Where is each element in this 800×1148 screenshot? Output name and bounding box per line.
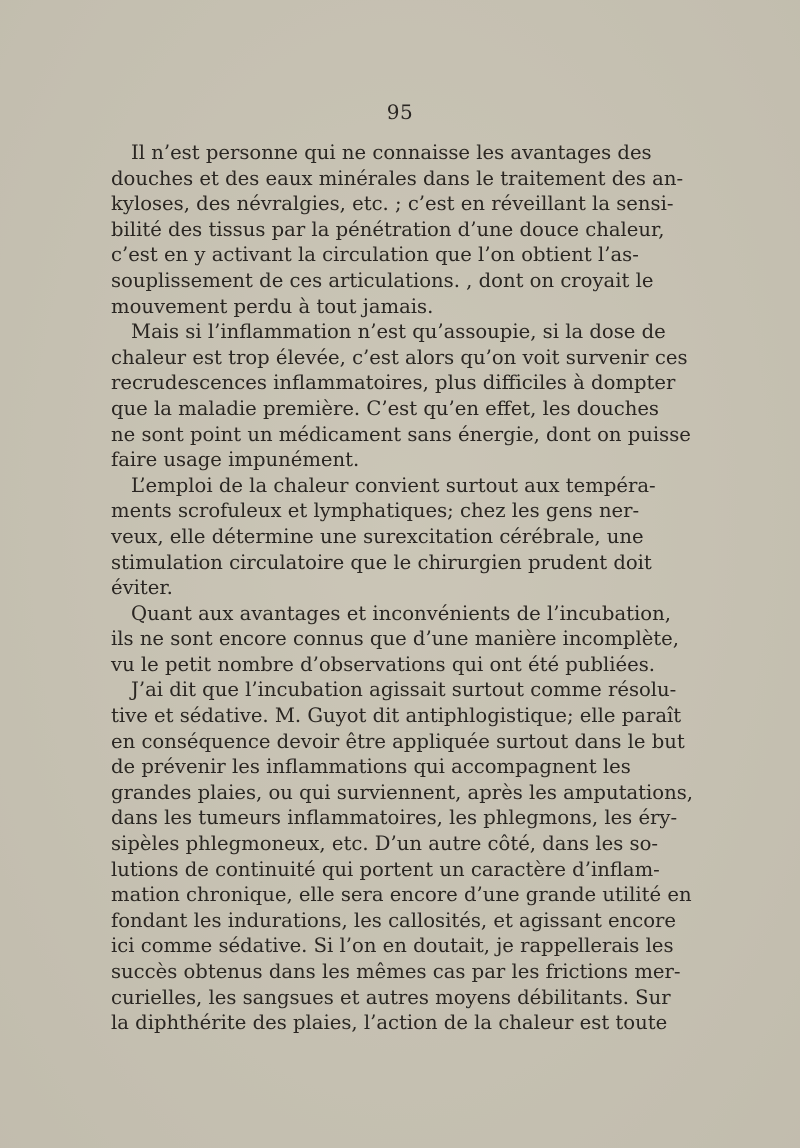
text-line: kyloses, des névralgies, etc. ; c’est en réveillant la sensi- (111, 192, 674, 216)
text-line: que la maladie première. C’est qu’en effet, les douches (111, 396, 659, 420)
page-number: 95 (386, 100, 414, 124)
text-line: éviter. (111, 576, 173, 600)
text-line: de prévenir les inflammations qui accompagnent les (111, 755, 631, 779)
text-line: souplissement de ces articulations. , dont on croyait le (111, 268, 654, 292)
text-line: en conséquence devoir être appliquée surtout dans le but (111, 729, 685, 753)
text-line: mation chronique, elle sera encore d’une grande utilité en (111, 883, 692, 907)
text-line: douches et des eaux minérales dans le traitement des an- (111, 166, 684, 190)
text-line: lutions de continuité qui portent un caractère d’inflam- (111, 857, 660, 881)
text-line: ici comme sédative. Si l’on en doutait, je rappellerais les (111, 934, 674, 958)
text-line: sipèles phlegmoneux, etc. D’un autre côté, dans les so- (111, 832, 658, 856)
text-line: veux, elle détermine une surexcitation cérébrale, une (111, 524, 644, 548)
text-line: chaleur est trop élevée, c’est alors qu’on voit survenir ces (111, 345, 688, 369)
text-line: Il n’est personne qui ne connaisse les avantages des (131, 141, 652, 164)
text-line: Quant aux avantages et inconvénients de l’incubation, (131, 601, 671, 625)
text-line: recrudescences inflammatoires, plus difficiles à dompter (111, 371, 676, 395)
text-line: dans les tumeurs inflammatoires, les phlegmons, les éry- (111, 806, 678, 830)
text-line: curielles, les sangsues et autres moyens débilitants. Sur (111, 985, 671, 1009)
text-line: c’est en y activant la circulation que l’on obtient l’as- (111, 243, 639, 267)
text-line: L’emploi de la chaleur convient surtout aux tempéra- (131, 473, 656, 497)
text-line: vu le petit nombre d’observations qui ont été publiées. (111, 652, 656, 676)
text-line: ments scrofuleux et lymphatiques; chez les gens ner- (111, 499, 640, 523)
text-line: grandes plaies, ou qui surviennent, après les amputations, (111, 780, 693, 804)
text-line: stimulation circulatoire que le chirurgien prudent doit (111, 550, 652, 574)
body-text (111, 140, 693, 1036)
text-line: Mais si l’inflammation n’est qu’assoupie, si la dose de (131, 320, 666, 344)
text-line: bilité des tissus par la pénétration d’une douce chaleur, (111, 217, 665, 241)
text-line: J’ai dit que l’incubation agissait surtout comme résolu- (131, 678, 677, 702)
text-line: ils ne sont encore connus que d’une manière incomplète, (111, 627, 680, 651)
text-line: la diphthérite des plaies, l’action de la chaleur est toute (111, 1011, 668, 1035)
text-line: ne sont point un médicament sans énergie, dont on puisse (111, 422, 691, 446)
text-line: mouvement perdu à tout jamais. (111, 294, 434, 318)
text-line: faire usage impunément. (111, 448, 360, 472)
text-line: fondant les indurations, les callosités, et agissant encore (111, 908, 677, 932)
text-line: tive et sédative. M. Guyot dit antiphlogistique; elle paraît (111, 704, 682, 728)
text-line: succès obtenus dans les mêmes cas par les frictions mer- (111, 960, 681, 983)
